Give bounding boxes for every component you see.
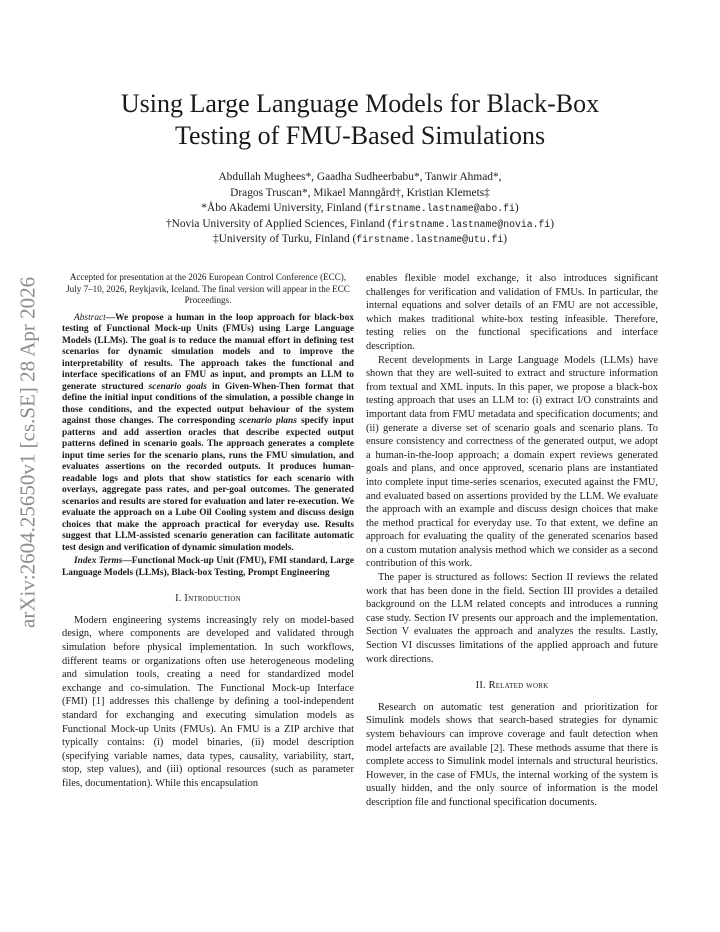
arxiv-identifier: arXiv:2604.25650v1 [cs.SE] 28 Apr 2026 [15, 276, 40, 628]
related-work-paragraph-1: Research on automatic test generation and prioritization for Simulink models shows that search-based strategies for dynamic system behaviours can improve coverage and fault detection when model artefacts are available [2]. These methods assume that there is complete access to Simulink model internals and structural heuristics. However, in the case of FMUs, the internal working of the system is usually hidden, and the only source of information is the model description file and functional specification documents. [366, 701, 658, 808]
section-heading-introduction: I. Introduction [175, 593, 241, 605]
email-3: firstname.lastname@utu.fi [356, 234, 504, 245]
right-column [366, 272, 658, 810]
email-2: firstname.lastname@novia.fi [391, 218, 551, 230]
index-terms-label: Index Terms [74, 556, 123, 567]
left-column [62, 272, 354, 791]
title-line-1: Using Large Language Models for Black-Box [120, 89, 600, 118]
abstract-label: Abstract [74, 312, 106, 323]
abstract: Abstract—We propose a human in the loop approach for black-box testing of Functional Mock-up Units (FMUs) using Large Language Models (LLMs). The goal is to reduce the manual effort in defining test scenarios for dynamic simulation models and to improve the interpretability of results. The approach takes the functional and interface specifications of an FMU as input, and prompts an LLM to generate structured scenario goals in Given-When-Then format that define the initial input conditions of the simulation, a possible change in those conditions, and the expected output behaviour of the system against those changes. The corresponding scenario plans specify input patterns and add assertion oracles that describe expected output patterns defined in scenario goals. The approach generates a complete input time series for the scenario plans, runs the FMU simulation, and evaluates assertions on the recorded outputs. It produces human-readable logs and plots that show statistics for each scenario with overlays, aggregate pass rates, and per-goal outcomes. The generated scenarios and results are stored for evaluation and later re-execution. We evaluate the approach on a Lube Oil Cooling system and discuss design choices that make the approach practical for everyday use. Results suggest that LLM-assisted scenario generation can facilitate automatic test design and verification of dynamic simulation models. [62, 312, 355, 553]
introduction-paragraph-1-continued: enables flexible model exchange, it also introduces significant challenges for verification and validation of FMUs. In particular, the internal equations and solver details of an FMU are not accessible, which makes traditional white-box testing infeasible. Therefore, testing relies on the functional specifications and interface description. [366, 273, 658, 352]
term-scenario-plans: scenario plans [239, 416, 297, 427]
introduction-paragraph-2: Recent developments in Large Language Models (LLMs) have shown that they are well-suited to extract and structure information from textual and XML inputs. In this paper, we propose a black-box testing approach that uses an LLM to: (i) extract I/O constraints and important data from FMU metadata and specification documents; and (ii) generate a diverse set of scenario goals and scenario plans. To ensure consistency and correctness of the generated output, we adopt a human-in-the-loop approach; a domain expert reviews generated goals and plans, and once approved, scenario plans are instantiated into complete input time-series scenarios, executed against the FMU, and evaluated based on assertions provided by the LLM. We evaluate the approach with an example and discuss design choices that make the method practical for everyday use. To that extent, we define an approach for evaluating the quality of the generated scenarios based on a custom mutation analysis method which we consider as a second contribution of this work. [366, 354, 658, 570]
term-scenario-goals: scenario goals [148, 381, 207, 392]
introduction-paragraph-3: The paper is structured as follows: Section II reviews the related work that has been done in the field. Section III provides a detailed background on the LLM related concepts and introduces a running case study. Section IV presents our approach and the implementation. Section V evaluates the approach and analyzes the results. Lastly, Section VI discusses limitations of the applied approach and future work directions. [366, 572, 658, 665]
acceptance-note: Accepted for presentation at the 2026 European Control Conference (ECC), July 7–10, 2026, Reykjavík, Iceland. The final version will appear in the ECC Proceedings. [66, 272, 350, 306]
introduction-paragraph-1: Modern engineering systems increasingly rely on model-based design, where components are developed and validated through simulation before physical implementation. In such workflows, different teams or organizations often use heterogeneous modeling and simulation tools, creating a need for standardized model exchange and co-simulation. The Functional Mock-up Interface (FMI) [1] addresses this challenge by defining a tool-independent standard for exchanging and executing simulation models as Functional Mock-up Units (FMUs). An FMU is a ZIP archive that typically contains: (i) model binaries, (ii) model description (specifying variable names, data types, causality, variability, start, stop, step values), and (iii) optional resources (such as parameter files, documentation). While this encapsulation [62, 614, 354, 789]
author-block [70, 170, 650, 248]
section-heading-related-work: II. Related work [475, 680, 549, 692]
affiliation-1: *Åbo Akademi University, Finland (firstname.lastname@abo.fi) [201, 202, 519, 214]
title-line-2: Testing of FMU-Based Simulations [174, 121, 546, 150]
email-1: firstname.lastname@abo.fi [367, 203, 515, 214]
affiliation-2: †Novia University of Applied Sciences, Finland (firstname.lastname@novia.fi) [165, 217, 555, 230]
paper-title [70, 88, 650, 152]
author-names-line-2: Dragos Truscan*, Mikael Manngård†, Kristian Klemets‡ [230, 186, 490, 199]
index-terms: Index Terms—Functional Mock-up Unit (FMU), FMI standard, Large Language Models (LLMs), Black-box Testing, Prompt Engineering [62, 556, 355, 578]
affiliation-3: ‡University of Turku, Finland (firstname.lastname@utu.fi) [212, 233, 508, 245]
author-names-line-1: Abdullah Mughees*, Gaadha Sudheerbabu*, Tanwir Ahmad*, [218, 171, 502, 183]
